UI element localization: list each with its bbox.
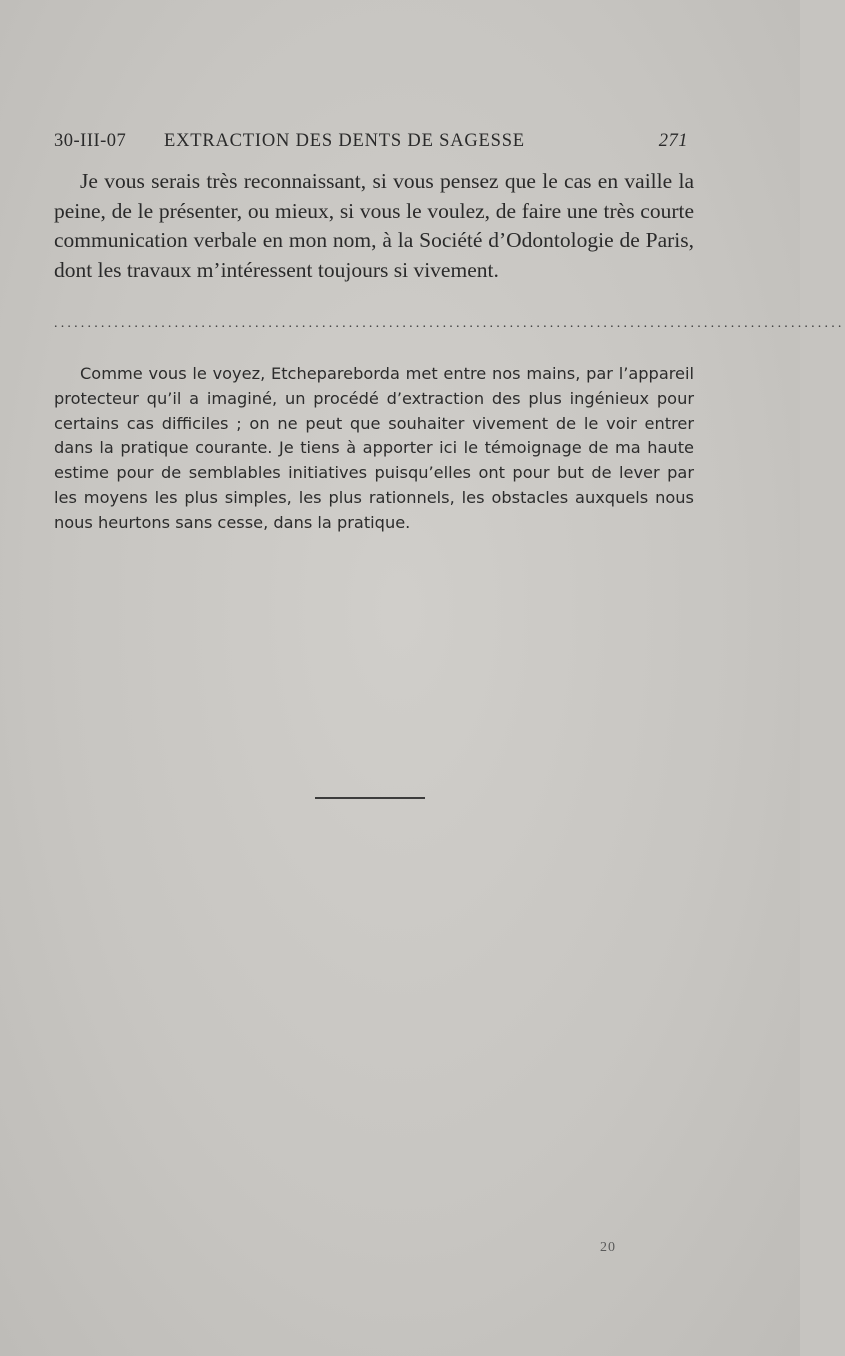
- header-date: 30-III-07: [54, 131, 127, 151]
- header-title: EXTRACTION DES DENTS DE SAGESSE: [164, 131, 525, 151]
- ellipsis-separator: ......................................................................................................................: [54, 316, 845, 331]
- running-header: [54, 131, 688, 157]
- commentary-paragraph: Comme vous le voyez, Etchepareborda met entre nos mains, par l’appareil protecteur qu’il a imaginé, un procédé d’extraction des plus ingénieux pour certains cas difficiles ; on ne peut que souhaiter vivement de le voir entrer dans la pratique courante. Je tiens à apporter ici le témoignage de ma haute estime pour de semblables initiatives puisqu’elles ont pour but de lever par les moyens les plus simples, les plus rationnels, les obstacles auxquels nous nous heurtons sans cesse, dans la pratique.: [54, 364, 694, 532]
- signature-mark: 20: [600, 1240, 616, 1255]
- page-number: 271: [658, 131, 688, 151]
- section-end-rule: [315, 797, 425, 799]
- letter-paragraph: Je vous serais très reconnaissant, si vous pensez que le cas en vaille la peine, de le présenter, ou mieux, si vous le voulez, de faire une très courte communication verbale en mon nom, à la Société d’Odontologie de Paris, dont les travaux m’intéressent toujours si vivement.: [54, 169, 694, 282]
